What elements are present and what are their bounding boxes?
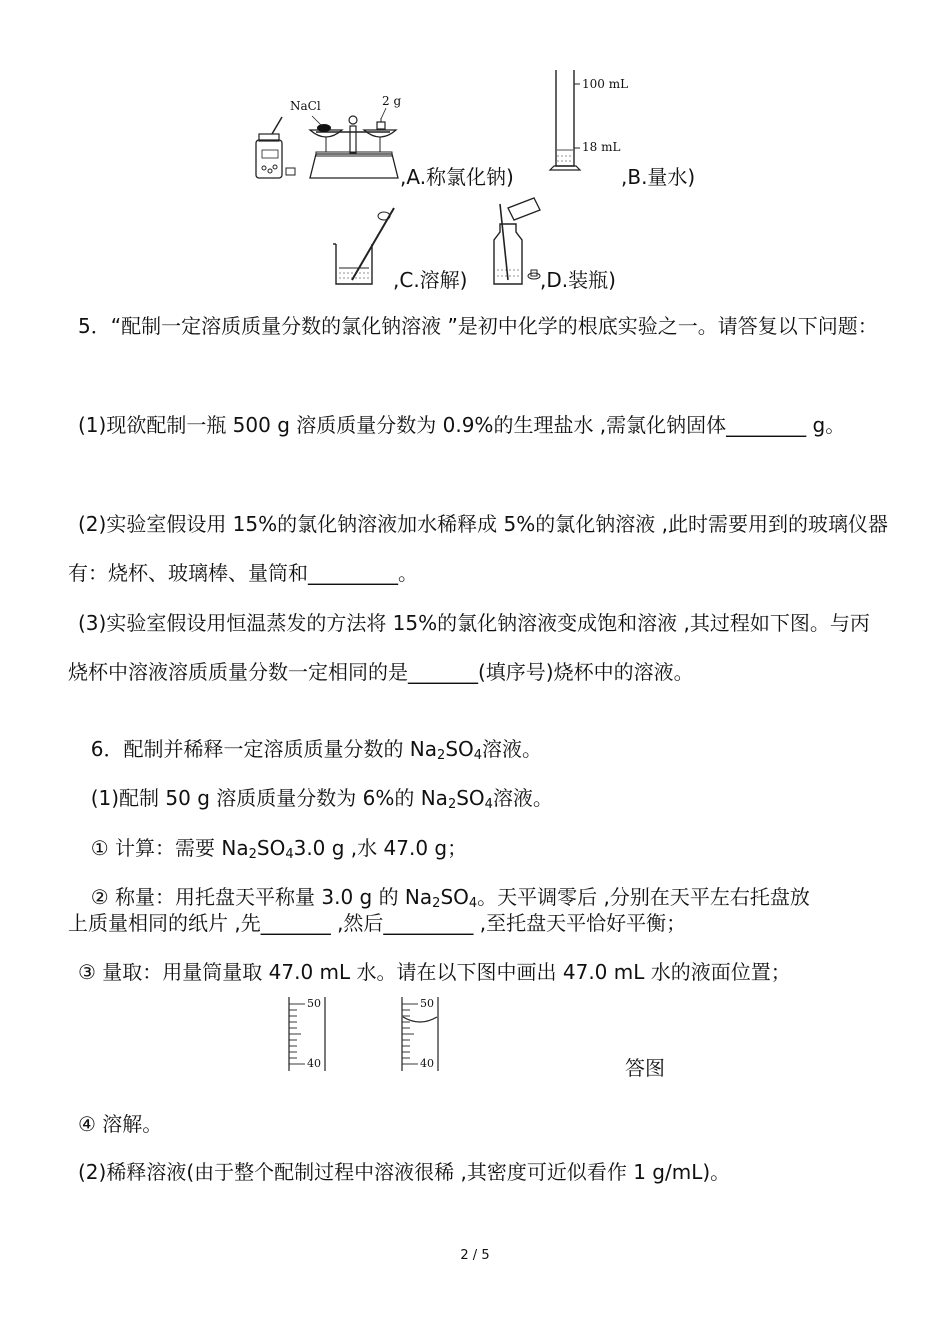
cyl1-label-40: 40	[307, 1057, 321, 1070]
q6-step2-line2: 上质量相同的纸片 ,先_______ ,然后_________ ,至托盘天平恰好平衡；	[68, 911, 687, 935]
q5-part3: (3)实验室假设用恒温蒸发的方法将 15%的氯化钠溶液变成饱和溶液 ,其过程如下图。与丙烧杯中溶液溶质质量分数一定相同的是_______(填序号)烧杯中的溶液。	[68, 611, 870, 684]
q5-intro: 5．“配制一定溶质质量分数的氯化钠溶液 ”是初中化学的根底实验之一。请答复以下问题：	[78, 314, 878, 338]
q5-part1: (1)现欲配制一瓶 500 g 溶质质量分数为 0.9%的生理盐水 ,需氯化钠固体________ g。	[78, 413, 846, 437]
q6-part2: (2)稀释溶液(由于整个配制过程中溶液很稀 ,其密度可近似看作 1 g/mL)。	[78, 1160, 731, 1184]
q6-part1: (1)配制 50 g 溶质质量分数为 6%的 $Na_2SO_4$溶液。	[90, 786, 553, 812]
caption-d: ,D.装瓶)	[540, 268, 616, 292]
beaker-stirring-illustration	[330, 204, 400, 290]
label-100ml: 100 mL	[582, 77, 629, 91]
q6-intro: 6．配制并稀释一定溶质质量分数的 $Na_2SO_4$溶液。	[90, 737, 543, 763]
cyl2-label-50: 50	[420, 997, 434, 1010]
q6-step2-weigh: ② 称量：用托盘天平称量 3.0 g 的 $Na_2SO_4$。天平调零后 ,分别在天平左右托盘放	[90, 885, 810, 911]
q6-step4-dissolve: ④ 溶解。	[78, 1112, 163, 1136]
figure-c-dissolving	[330, 204, 400, 290]
label-nacl: NaCl	[290, 99, 321, 113]
q6-step3-measure: ③ 量取：用量筒量取 47.0 mL 水。请在以下图中画出 47.0 mL 水的液面位置；	[78, 960, 791, 984]
caption-c: ,C.溶解)	[393, 268, 468, 292]
caption-b: ,B.量水)	[621, 165, 696, 189]
caption-a: ,A.称氯化钠)	[400, 165, 514, 189]
label-weight: 2 g	[382, 94, 402, 108]
q5-part2: (2)实验室假设用 15%的氯化钠溶液加水稀释成 5%的氯化钠溶液 ,此时需要用到的玻璃仪器有：烧杯、玻璃棒、量筒和_________。	[68, 512, 888, 585]
page-number: 2 / 5	[460, 1248, 490, 1263]
cyl2-label-40: 40	[420, 1057, 434, 1070]
answer-figure-label: 答图	[625, 1056, 665, 1080]
label-18ml: 18 mL	[582, 140, 621, 154]
q6-step1-calc: ① 计算：需要 $Na_2SO_43.0$ g ,水 47.0 g；	[90, 836, 468, 862]
cyl1-label-50: 50	[307, 997, 321, 1010]
